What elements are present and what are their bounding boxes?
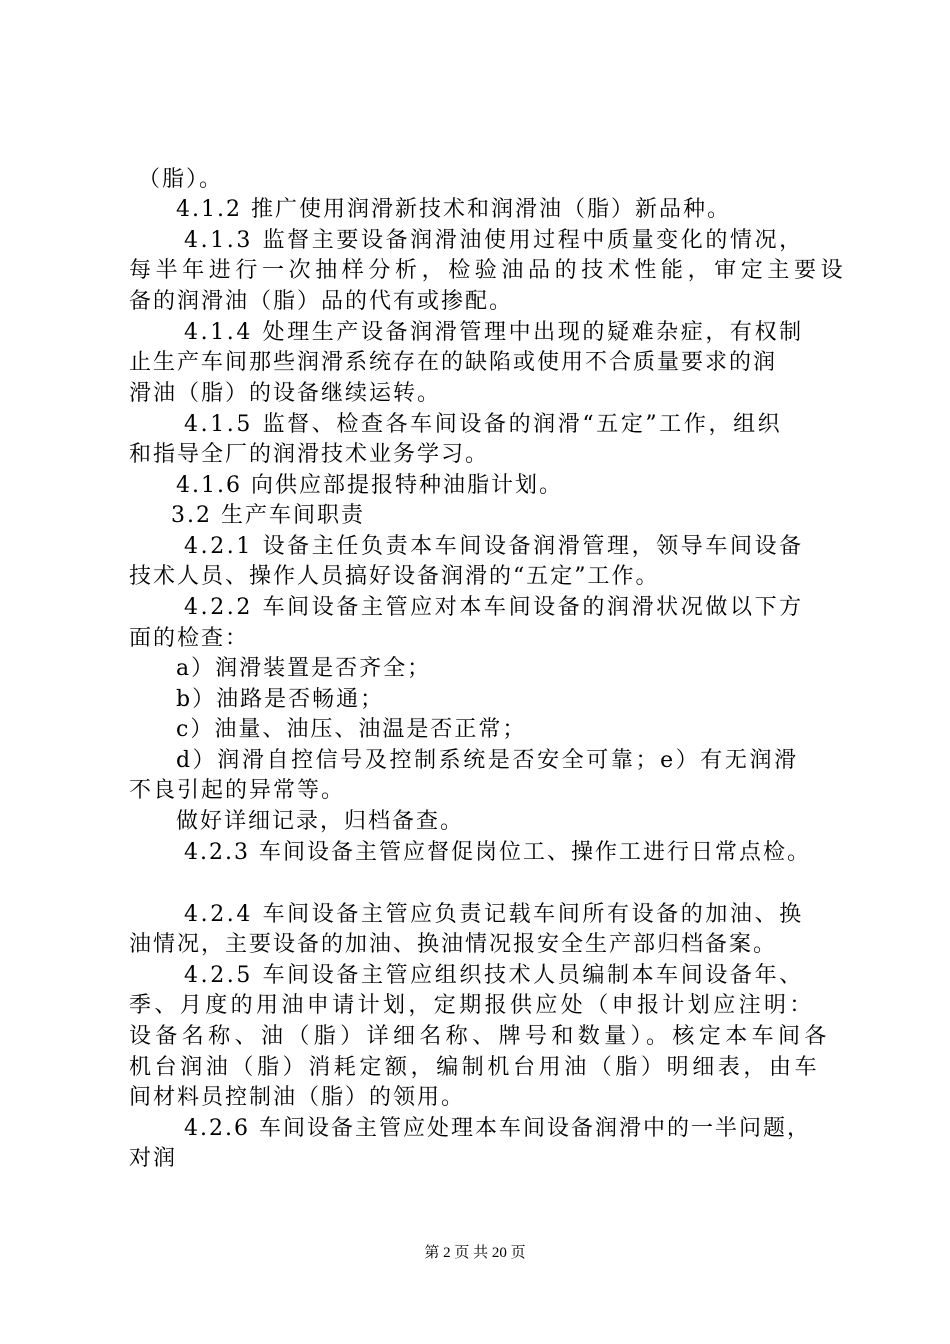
text-line: 面的检查：	[129, 626, 250, 651]
text-line: 间材料员控制油（脂）的领用。	[129, 1085, 466, 1110]
text-line: 4.2.2 车间设备主管应对本车间设备的润滑状况做以下方	[184, 595, 804, 620]
text-line: 止生产车间那些润滑系统存在的缺陷或使用不合质量要求的润	[129, 350, 778, 375]
text-line: 不良引起的异常等。	[129, 778, 346, 803]
text-line: 4.1.3 监督主要设备润滑油使用过程中质量变化的情况，	[184, 228, 804, 253]
text-line: 滑油（脂）的设备继续运转。	[129, 381, 442, 406]
text-line: 做好详细记录，归档备查。	[176, 809, 465, 834]
text-line: d）润滑自控信号及控制系统是否安全可靠；e）有无润滑	[176, 748, 799, 773]
text-line: 4.2.5 车间设备主管应组织技术人员编制本车间设备年、	[184, 963, 804, 988]
text-line: 技术人员、操作人员搞好设备润滑的“五定”工作。	[129, 564, 660, 589]
text-line: 和指导全厂的润滑技术业务学习。	[129, 442, 490, 467]
text-line: 油情况，主要设备的加油、换油情况报安全生产部归档备案。	[129, 932, 778, 957]
text-line: 4.2.4 车间设备主管应负责记载车间所有设备的加油、换	[184, 902, 804, 927]
text-line: 机台润油（脂）消耗定额，编制机台用油（脂）明细表，由车	[129, 1055, 821, 1080]
text-line: 设备名称、油（脂）详细名称、牌号和数量）。核定本车间各	[129, 1024, 831, 1049]
text-line: 4.2.6 车间设备主管应处理本车间设备润滑中的一半问题，	[184, 1116, 811, 1141]
text-line: 每半年进行一次抽样分析，检验油品的技术性能，审定主要设	[129, 258, 848, 283]
text-line: （脂）。	[138, 167, 224, 192]
text-line: 3.2 生产车间职责	[171, 503, 365, 528]
text-line: 4.1.2 推广使用润滑新技术和润滑油（脂）新品种。	[176, 197, 731, 222]
text-line: 备的润滑油（脂）品的代有或掺配。	[129, 289, 514, 314]
text-line: 4.1.6 向供应部提报特种油脂计划。	[176, 473, 563, 498]
text-line: 4.2.3 车间设备主管应督促岗位工、操作工进行日常点检。	[184, 840, 811, 865]
text-line: c）油量、油压、油温是否正常；	[176, 717, 527, 742]
text-line: 对润	[129, 1146, 178, 1171]
text-line: a）润滑装置是否齐全；	[176, 656, 432, 681]
text-line: 季、月度的用油申请计划，定期报供应处（申报计划应注明：	[129, 993, 815, 1018]
page-footer: 第 2 页 共 20 页	[424, 1245, 526, 1261]
text-line: b）油路是否畅通；	[176, 687, 385, 712]
text-line: 4.1.4 处理生产设备润滑管理中出现的疑难杂症，有权制	[184, 320, 804, 345]
text-line: 4.2.1 设备主任负责本车间设备润滑管理，领导车间设备	[184, 534, 804, 559]
text-line: 4.1.5 监督、检查各车间设备的润滑“五定”工作，组织	[184, 412, 783, 437]
